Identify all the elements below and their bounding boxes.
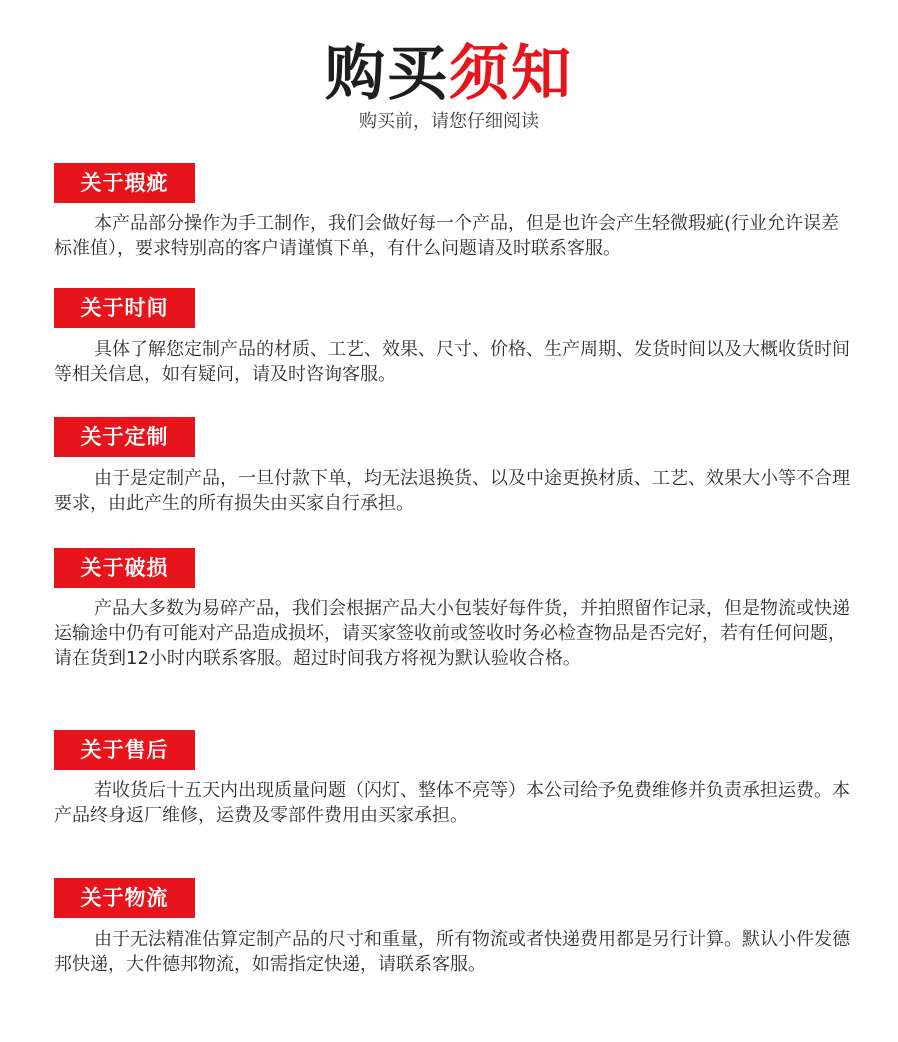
section-text-time: 具体了解您定制产品的材质、工艺、效果、尺寸、价格、生产周期、发货时间以及大概收货时间等相关信息，如有疑问，请及时咨询客服。 [54, 339, 850, 385]
section-text-flaws: 本产品部分操作为手工制作，我们会做好每一个产品，但是也许会产生轻微瑕疵(行业允许误差标准值），要求特别高的客户请谨慎下单，有什么问题请及时联系客服。 [54, 213, 840, 259]
section-text-custom: 由于是定制产品，一旦付款下单，均无法退换货、以及中途更换材质、工艺、效果大小等不合理要求，由此产生的所有损失由买家自行承担。 [54, 468, 850, 514]
page-subtitle: 购买前，请您仔细阅读 [359, 111, 539, 132]
section-text-damage: 产品大多数为易碎产品，我们会根据产品大小包装好每件货，并拍照留作记录，但是物流或快递运输途中仍有可能对产品造成损坏，请买家签收前或签收时务必检查物品是否完好，若有任何问题，请在货到12小时内联系客服。超过时间我方将视为默认验收合格。 [54, 598, 850, 669]
section-label-aftersales: 关于售后 [54, 730, 195, 770]
section-label-logistics: 关于物流 [54, 878, 195, 918]
section-label-flaws: 关于瑕疵 [54, 163, 195, 203]
section-label-time: 关于时间 [54, 288, 195, 328]
page-title [0, 38, 898, 110]
title-red-part: 须知 [449, 39, 573, 109]
section-label-custom: 关于定制 [54, 417, 195, 457]
section-label-damage: 关于破损 [54, 548, 195, 588]
title-dark-part: 购买 [325, 39, 449, 109]
section-text-aftersales: 若收货后十五天内出现质量问题（闪灯、整体不亮等）本公司给予免费维修并负责承担运费。本产品终身返厂维修，运费及零部件费用由买家承担。 [54, 780, 850, 826]
section-text-logistics: 由于无法精准估算定制产品的尺寸和重量，所有物流或者快递费用都是另行计算。默认小件发德邦快递，大件德邦物流，如需指定快递，请联系客服。 [54, 929, 850, 975]
